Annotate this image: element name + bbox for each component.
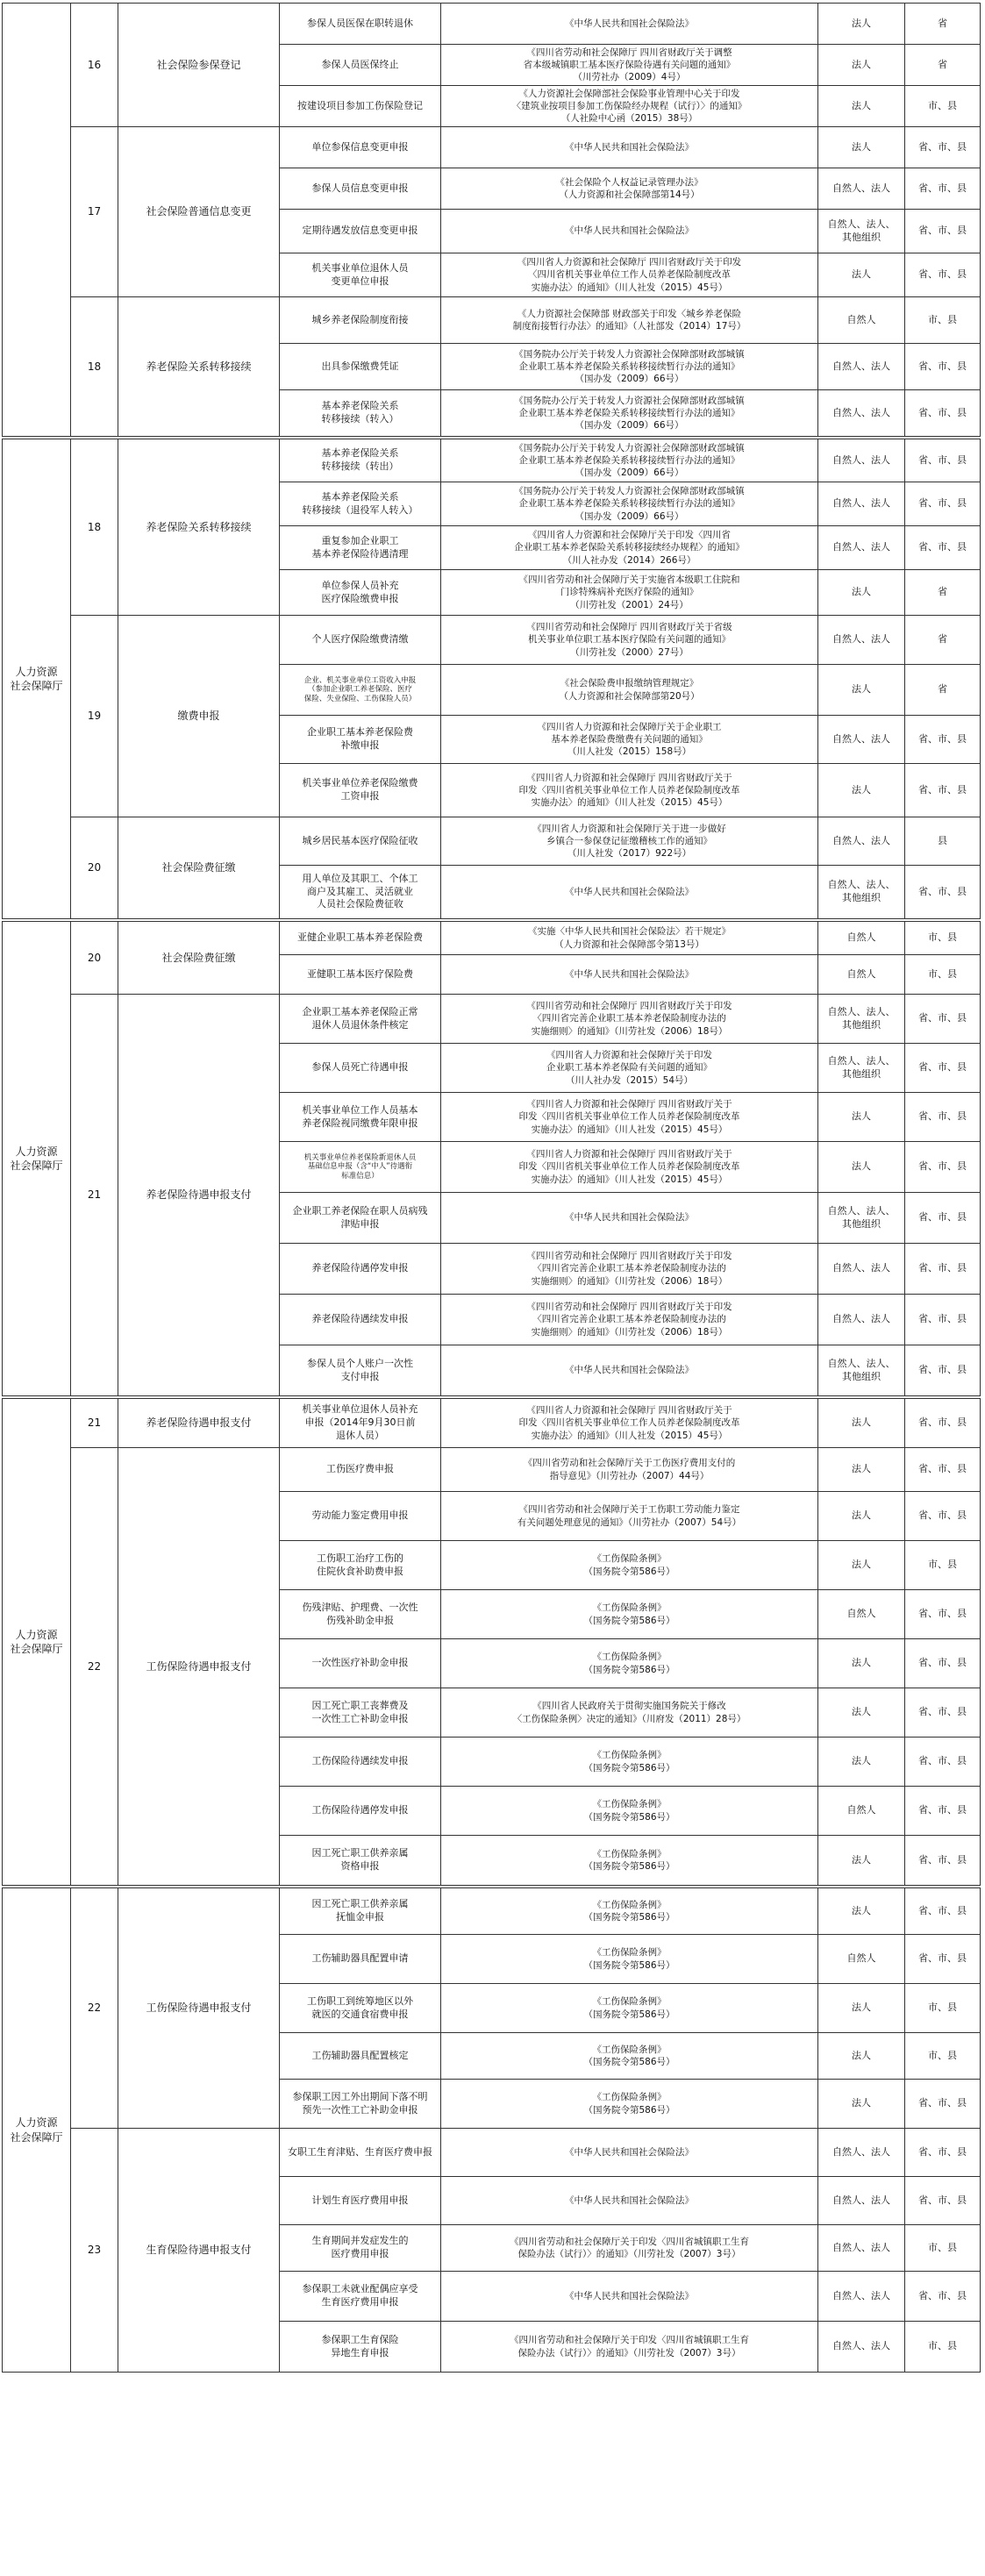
sub-item-cell: 企业、机关事业单位工资收入申报 （参加企业职工养老保险、医疗 保险、失业保险、工伤保险人员） [279,664,441,716]
sub-item-cell: 工伤医疗费申报 [279,1447,441,1492]
sub-item-cell: 重复参加企业职工 基本养老保险待遇清理 [279,525,441,570]
item-name-cell: 社会保险费征缴 [118,817,280,919]
admin-level-cell: 省、市、县 [904,1638,981,1688]
item-number-cell: 21 [70,1398,118,1448]
service-object-cell: 法人 [817,2032,905,2080]
admin-level-cell: 省、市、县 [904,1786,981,1836]
sub-item-cell: 参保职工未就业配偶应享受 生育医疗费用申报 [279,2271,441,2322]
admin-level-cell: 省、市、县 [904,439,981,482]
sub-item-cell: 企业职工基本养老保险费 补缴申报 [279,715,441,764]
legal-basis-cell: 《工伤保险条例》 （国务院令第586号） [440,1983,818,2033]
legal-basis-cell: 《工伤保险条例》 （国务院令第586号） [440,1540,818,1590]
legal-basis-cell: 《社会保险个人权益记录管理办法》 （人力资源和社会保障部第14号） [440,168,818,210]
admin-level-cell: 省、市、县 [904,2176,981,2225]
admin-level-cell: 省、市、县 [904,482,981,526]
sub-item-cell: 机关事业单位工作人员基本 养老保险视同缴费年限申报 [279,1092,441,1142]
legal-basis-cell: 《四川省人力资源和社会保障厅 四川省财政厅关于 印发〈四川省机关事业单位工作人员养老保险制度改革 实施办法〉的通知》（川人社发（2015）45号） [440,1141,818,1193]
legal-basis-cell: 《中华人民共和国社会保险法》 [440,209,818,253]
service-object-cell: 法人 [817,1398,905,1448]
sub-item-cell: 生育期间并发症发生的 医疗费用申报 [279,2224,441,2272]
service-object-cell: 自然人、法人、 其他组织 [817,1192,905,1244]
item-name-cell: 社会保险参保登记 [118,3,280,127]
sub-item-cell: 用人单位及其职工、个体工 商户及其雇工、灵活就业 人员社会保险费征收 [279,865,441,919]
item-number-cell: 23 [70,2128,118,2373]
legal-basis-cell: 《四川省劳动和社会保障厅关于印发〈四川省城镇职工生育 保险办法（试行）〉的通知》（川劳社发（2007）3号） [440,2224,818,2272]
service-object-cell: 法人 [817,85,905,127]
item-number-cell: 20 [70,921,118,995]
admin-level-cell: 省、市、县 [904,389,981,437]
item-number-cell: 20 [70,817,118,919]
legal-basis-cell: 《人力资源社会保障部 财政部关于印发〈城乡养老保险 制度衔接暂行办法〉的通知》（人社部发（2014）17号） [440,296,818,344]
admin-level-cell: 省、市、县 [904,253,981,297]
admin-level-cell: 省、市、县 [904,2128,981,2177]
service-object-cell: 自然人、法人 [817,525,905,570]
item-number-cell: 18 [70,296,118,437]
service-object-cell: 自然人、法人 [817,482,905,526]
legal-basis-cell: 《四川省劳动和社会保障厅 四川省财政厅关于印发 〈四川省完善企业职工基本养老保险制度办法的 实施细则〉的通知》（川劳社发（2006）18号） [440,994,818,1044]
service-object-cell: 自然人、法人 [817,817,905,866]
legal-basis-cell: 《工伤保险条例》 （国务院令第586号） [440,1638,818,1688]
sub-item-cell: 参保人员信息变更申报 [279,168,441,210]
sub-item-cell: 养老保险待遇续发申报 [279,1294,441,1345]
legal-basis-cell: 《工伤保险条例》 （国务院令第586号） [440,2079,818,2129]
sub-item-cell: 企业职工基本养老保险正常 退休人员退休条件核定 [279,994,441,1044]
sub-item-cell: 机关事业单位养老保险缴费 工资申报 [279,763,441,817]
service-object-cell: 法人 [817,3,905,45]
sub-item-cell: 参保人员医保终止 [279,44,441,86]
legal-basis-cell: 《人力资源社会保障部社会保险事业管理中心关于印发 〈建筑业按项目参加工伤保险经办规程（试行）〉的通知》 （人社险中心函（2015）38号） [440,85,818,127]
admin-level-cell: 市、县 [904,954,981,995]
service-object-cell: 自然人、法人 [817,2224,905,2272]
sub-item-cell: 工伤职工治疗工伤的 住院伙食补助费申报 [279,1540,441,1590]
service-object-cell: 法人 [817,1540,905,1590]
admin-level-cell: 省、市、县 [904,209,981,253]
sub-item-cell: 参保人员个人账户一次性 支付申报 [279,1345,441,1396]
service-object-cell: 法人 [817,1092,905,1142]
service-object-cell: 法人 [817,763,905,817]
sub-item-cell: 工伤辅助器具配置申请 [279,1934,441,1984]
department-cell [2,3,71,437]
sub-item-cell: 按建设项目参加工伤保险登记 [279,85,441,127]
legal-basis-cell: 《中华人民共和国社会保险法》 [440,865,818,919]
department-cell: 人力资源 社会保障厅 [2,1398,71,1886]
admin-level-cell: 省、市、县 [904,1043,981,1093]
legal-basis-cell: 《中华人民共和国社会保险法》 [440,3,818,45]
admin-level-cell: 省、市、县 [904,1835,981,1886]
sub-item-cell: 养老保险待遇停发申报 [279,1243,441,1295]
service-object-cell: 自然人、法人 [817,389,905,437]
legal-basis-cell: 《国务院办公厅关于转发人力资源社会保障部财政部城镇 企业职工基本养老保险关系转移接续暂行办法的通知》 （国办发（2009）66号） [440,343,818,390]
sub-item-cell: 机关事业单位退休人员补充 申报（2014年9月30日前 退休人员） [279,1398,441,1448]
sub-item-cell: 工伤职工到统筹地区以外 就医的交通食宿费申报 [279,1983,441,2033]
sub-item-cell: 参保职工生育保险 异地生育申报 [279,2321,441,2373]
service-object-cell: 法人 [817,569,905,616]
admin-level-cell: 市、县 [904,1540,981,1590]
legal-basis-cell: 《四川省人力资源和社会保障厅 四川省财政厅关于 印发〈四川省机关事业单位工作人员养老保险制度改革 实施办法〉的通知》（川人社发（2015）45号） [440,1092,818,1142]
item-name-cell: 养老保险关系转移接续 [118,439,280,616]
sub-item-cell: 女职工生育津贴、生育医疗费申报 [279,2128,441,2177]
sub-item-cell: 参保职工因工外出期间下落不明 预先一次性工亡补助金申报 [279,2079,441,2129]
sub-item-cell: 因工死亡职工供养亲属 资格申报 [279,1835,441,1886]
item-name-cell: 养老保险待遇申报支付 [118,1398,280,1448]
admin-level-cell: 省、市、县 [904,168,981,210]
legal-basis-cell: 《实施〈中华人民共和国社会保险法〉若干规定》 （人力资源和社会保障部令第13号） [440,921,818,955]
service-object-cell: 法人 [817,1491,905,1541]
legal-basis-cell: 《四川省人力资源和社会保障厅关于企业职工 基本养老保险费缴费有关问题的通知》 （川人社发（2015）158号） [440,715,818,764]
item-name-cell: 养老保险待遇申报支付 [118,994,280,1396]
sub-item-cell: 机关事业单位退休人员 变更单位申报 [279,253,441,297]
sub-item-cell: 工伤辅助器具配置核定 [279,2032,441,2080]
item-name-cell: 工伤保险待遇申报支付 [118,1447,280,1886]
service-object-cell: 自然人、法人 [817,615,905,665]
legal-basis-cell: 《工伤保险条例》 （国务院令第586号） [440,1589,818,1639]
admin-level-cell: 省、市、县 [904,1491,981,1541]
sub-item-cell: 企业职工养老保险在职人员病残 津贴申报 [279,1192,441,1244]
legal-basis-cell: 《四川省劳动和社会保障厅 四川省财政厅关于印发 〈四川省完善企业职工基本养老保险制度办法的 实施细则〉的通知》（川劳社发（2006）18号） [440,1294,818,1345]
item-number-cell: 21 [70,994,118,1396]
item-name-cell: 社会保险费征缴 [118,921,280,995]
admin-level-cell: 省、市、县 [904,1688,981,1738]
service-object-cell: 法人 [817,253,905,297]
sub-item-cell: 个人医疗保险缴费清缴 [279,615,441,665]
admin-level-cell: 省、市、县 [904,1092,981,1142]
service-object-cell: 法人 [817,1983,905,2033]
sub-item-cell: 基本养老保险关系 转移接续（转出） [279,439,441,482]
legal-basis-cell: 《中华人民共和国社会保险法》 [440,126,818,168]
sub-item-cell: 单位参保信息变更申报 [279,126,441,168]
admin-level-cell: 省、市、县 [904,1345,981,1396]
admin-level-cell: 省、市、县 [904,1192,981,1244]
department-cell: 人力资源 社会保障厅 [2,921,71,1396]
sub-item-cell: 单位参保人员补充 医疗保险缴费申报 [279,569,441,616]
service-object-cell: 法人 [817,126,905,168]
legal-basis-cell: 《工伤保险条例》 （国务院令第586号） [440,1887,818,1935]
item-name-cell: 养老保险关系转移接续 [118,296,280,437]
item-number-cell: 22 [70,1887,118,2129]
sub-item-cell: 工伤保险待遇停发申报 [279,1786,441,1836]
service-object-cell: 自然人、法人 [817,2176,905,2225]
service-object-cell: 法人 [817,1638,905,1688]
admin-level-cell: 省、市、县 [904,715,981,764]
admin-level-cell: 省、市、县 [904,994,981,1044]
service-object-cell: 自然人、法人 [817,1294,905,1345]
admin-level-cell: 省、市、县 [904,1294,981,1345]
legal-basis-cell: 《中华人民共和国社会保险法》 [440,2271,818,2322]
sub-item-cell: 参保人员医保在职转退休 [279,3,441,45]
admin-level-cell: 省、市、县 [904,525,981,570]
admin-level-cell: 省、市、县 [904,1141,981,1193]
admin-level-cell: 市、县 [904,2032,981,2080]
admin-level-cell: 省 [904,615,981,665]
service-object-cell: 自然人、法人 [817,343,905,390]
legal-basis-cell: 《四川省劳动和社会保障厅关于实施省本级职工住院和 门诊特殊病补充医疗保险的通知》 （川劳社发（2001）24号） [440,569,818,616]
service-object-cell: 自然人 [817,1786,905,1836]
legal-basis-cell: 《四川省人力资源和社会保障厅关于进一步做好 乡镇合一参保登记征缴稽核工作的通知》 （川人社发（2017）922号） [440,817,818,866]
service-object-cell: 自然人 [817,954,905,995]
item-name-cell: 工伤保险待遇申报支付 [118,1887,280,2129]
legal-basis-cell: 《工伤保险条例》 （国务院令第586号） [440,1737,818,1787]
admin-level-cell: 县 [904,817,981,866]
service-object-cell: 自然人、法人、 其他组织 [817,994,905,1044]
admin-level-cell: 省 [904,664,981,716]
admin-level-cell: 省、市、县 [904,1887,981,1935]
admin-level-cell: 省、市、县 [904,1934,981,1984]
admin-level-cell: 市、县 [904,1983,981,2033]
sub-item-cell: 计划生育医疗费用申报 [279,2176,441,2225]
service-object-cell: 法人 [817,44,905,86]
legal-basis-cell: 《四川省人力资源和社会保障厅 四川省财政厅关于印发 〈四川省机关事业单位工作人员养老保险制度改革 实施办法〉的通知》（川人社发（2015）45号） [440,253,818,297]
legal-basis-cell: 《中华人民共和国社会保险法》 [440,1345,818,1396]
sub-item-cell: 劳动能力鉴定费用申报 [279,1491,441,1541]
item-name-cell: 社会保险普通信息变更 [118,126,280,297]
legal-basis-cell: 《四川省劳动和社会保障厅 四川省财政厅关于印发 〈四川省完善企业职工基本养老保险制度办法的 实施细则〉的通知》（川劳社发（2006）18号） [440,1243,818,1295]
legal-basis-cell: 《四川省人力资源和社会保障厅关于印发 企业职工基本养老保险有关问题的通知》 （川人社办发（2015）54号） [440,1043,818,1093]
admin-level-cell: 省、市、县 [904,1447,981,1492]
service-object-cell: 自然人、法人 [817,2321,905,2373]
legal-basis-cell: 《工伤保险条例》 （国务院令第586号） [440,1835,818,1886]
admin-level-cell: 省、市、县 [904,1589,981,1639]
legal-basis-cell: 《四川省劳动和社会保障厅 四川省财政厅关于省级 机关事业单位职工基本医疗保险有关问题的通知》 （川劳社发（2000）27号） [440,615,818,665]
service-object-cell: 自然人、法人、 其他组织 [817,1043,905,1093]
sub-item-cell: 基本养老保险关系 转移接续（退役军人转入） [279,482,441,526]
department-cell: 人力资源 社会保障厅 [2,1887,71,2373]
legal-basis-cell: 《中华人民共和国社会保险法》 [440,954,818,995]
admin-level-cell: 省、市、县 [904,2271,981,2322]
sub-item-cell: 城乡居民基本医疗保险征收 [279,817,441,866]
admin-level-cell: 省 [904,3,981,45]
admin-level-cell: 省、市、县 [904,1398,981,1448]
service-object-cell: 自然人、法人 [817,168,905,210]
legal-basis-cell: 《四川省劳动和社会保障厅关于工伤医疗费用支付的 指导意见》（川劳社办（2007）44号） [440,1447,818,1492]
sub-item-cell: 伤残津贴、护理费、一次性 伤残补助金申报 [279,1589,441,1639]
service-object-cell: 法人 [817,1447,905,1492]
item-number-cell: 17 [70,126,118,297]
service-object-cell: 自然人、法人 [817,715,905,764]
legal-basis-cell: 《四川省劳动和社会保障厅关于工伤职工劳动能力鉴定 有关问题处理意见的通知》（川劳社办（2007）54号） [440,1491,818,1541]
sub-item-cell: 出具参保缴费凭证 [279,343,441,390]
legal-basis-cell: 《中华人民共和国社会保险法》 [440,1192,818,1244]
service-object-cell: 自然人、法人 [817,2271,905,2322]
sub-item-cell: 亚健职工基本医疗保险费 [279,954,441,995]
legal-basis-cell: 《社会保险费申报缴纳管理规定》 （人力资源和社会保障部第20号） [440,664,818,716]
legal-basis-cell: 《国务院办公厅关于转发人力资源社会保障部财政部城镇 企业职工基本养老保险关系转移接续暂行办法的通知》 （国办发（2009）66号） [440,389,818,437]
sub-item-cell: 基本养老保险关系 转移接续（转入） [279,389,441,437]
legal-basis-cell: 《中华人民共和国社会保险法》 [440,2176,818,2225]
admin-level-cell: 省、市、县 [904,343,981,390]
legal-basis-cell: 《四川省人力资源和社会保障厅 四川省财政厅关于 印发〈四川省机关事业单位工作人员养老保险制度改革 实施办法〉的通知》（川人社发（2015）45号） [440,763,818,817]
sub-item-cell: 机关事业单位养老保险新退休人员 基础信息申报（含“中人”待遇衔 标准信息） [279,1141,441,1193]
service-object-cell: 自然人、法人 [817,439,905,482]
service-object-cell: 自然人、法人 [817,2128,905,2177]
department-cell: 人力资源 社会保障厅 [2,439,71,919]
legal-basis-cell: 《工伤保险条例》 （国务院令第586号） [440,2032,818,2080]
legal-basis-cell: 《工伤保险条例》 （国务院令第586号） [440,1786,818,1836]
admin-level-cell: 省、市、县 [904,865,981,919]
admin-level-cell: 省、市、县 [904,1737,981,1787]
admin-level-cell: 省、市、县 [904,1243,981,1295]
legal-basis-cell: 《中华人民共和国社会保险法》 [440,2128,818,2177]
sub-item-cell: 城乡养老保险制度衔接 [279,296,441,344]
admin-level-cell: 省、市、县 [904,2079,981,2129]
service-object-cell: 自然人、法人、 其他组织 [817,865,905,919]
item-name-cell: 缴费申报 [118,615,280,817]
service-object-cell: 法人 [817,1835,905,1886]
item-name-cell: 生育保险待遇申报支付 [118,2128,280,2373]
sub-item-cell: 因工死亡职工供养亲属 抚恤金申报 [279,1887,441,1935]
admin-level-cell: 省、市、县 [904,126,981,168]
legal-basis-cell: 《四川省人民政府关于贯彻实施国务院关于修改 〈工伤保险条例〉决定的通知》（川府发（2011）28号） [440,1688,818,1738]
legal-basis-cell: 《四川省人力资源和社会保障厅 四川省财政厅关于 印发〈四川省机关事业单位工作人员养老保险制度改革 实施办法〉的通知》（川人社发（2015）45号） [440,1398,818,1448]
service-object-cell: 法人 [817,2079,905,2129]
legal-basis-cell: 《工伤保险条例》 （国务院令第586号） [440,1934,818,1984]
admin-level-cell: 市、县 [904,921,981,955]
sub-item-cell: 因工死亡职工丧葬费及 一次性工亡补助金申报 [279,1688,441,1738]
admin-level-cell: 省 [904,569,981,616]
service-object-cell: 法人 [817,1688,905,1738]
sub-item-cell: 参保人员死亡待遇申报 [279,1043,441,1093]
legal-basis-cell: 《四川省劳动和社会保障厅 四川省财政厅关于调整 省本级城镇职工基本医疗保险待遇有关问题的通知》 （川劳社办（2009）4号） [440,44,818,86]
service-object-cell: 自然人、法人、 其他组织 [817,209,905,253]
service-object-cell: 自然人、法人 [817,1243,905,1295]
legal-basis-cell: 《四川省人力资源和社会保障厅关于印发〈四川省 企业职工基本养老保险关系转移接续经办规程〉的通知》 （川人社办发（2014）266号） [440,525,818,570]
service-object-cell: 法人 [817,664,905,716]
admin-level-cell: 省、市、县 [904,763,981,817]
item-number-cell: 16 [70,3,118,127]
legal-basis-cell: 《四川省劳动和社会保障厅关于印发〈四川省城镇职工生育 保险办法（试行）〉的通知》（川劳社发（2007）3号） [440,2321,818,2373]
service-object-cell: 自然人 [817,296,905,344]
service-object-cell: 自然人 [817,1934,905,1984]
service-object-cell: 法人 [817,1887,905,1935]
service-object-cell: 自然人 [817,921,905,955]
sub-item-cell: 定期待遇发放信息变更申报 [279,209,441,253]
sub-item-cell: 亚健企业职工基本养老保险费 [279,921,441,955]
admin-level-cell: 市、县 [904,85,981,127]
service-object-cell: 自然人、法人、 其他组织 [817,1345,905,1396]
admin-level-cell: 市、县 [904,2224,981,2272]
admin-level-cell: 市、县 [904,2321,981,2373]
admin-level-cell: 市、县 [904,296,981,344]
service-object-cell: 自然人 [817,1589,905,1639]
item-number-cell: 19 [70,615,118,817]
legal-basis-cell: 《国务院办公厅关于转发人力资源社会保障部财政部城镇 企业职工基本养老保险关系转移接续暂行办法的通知》 （国办发（2009）66号） [440,482,818,526]
admin-level-cell: 省 [904,44,981,86]
item-number-cell: 18 [70,439,118,616]
service-object-cell: 法人 [817,1737,905,1787]
sub-item-cell: 工伤保险待遇续发申报 [279,1737,441,1787]
sub-item-cell: 一次性医疗补助金申报 [279,1638,441,1688]
legal-basis-cell: 《国务院办公厅关于转发人力资源社会保障部财政部城镇 企业职工基本养老保险关系转移接续暂行办法的通知》 （国办发（2009）66号） [440,439,818,482]
item-number-cell: 22 [70,1447,118,1886]
service-object-cell: 法人 [817,1141,905,1193]
